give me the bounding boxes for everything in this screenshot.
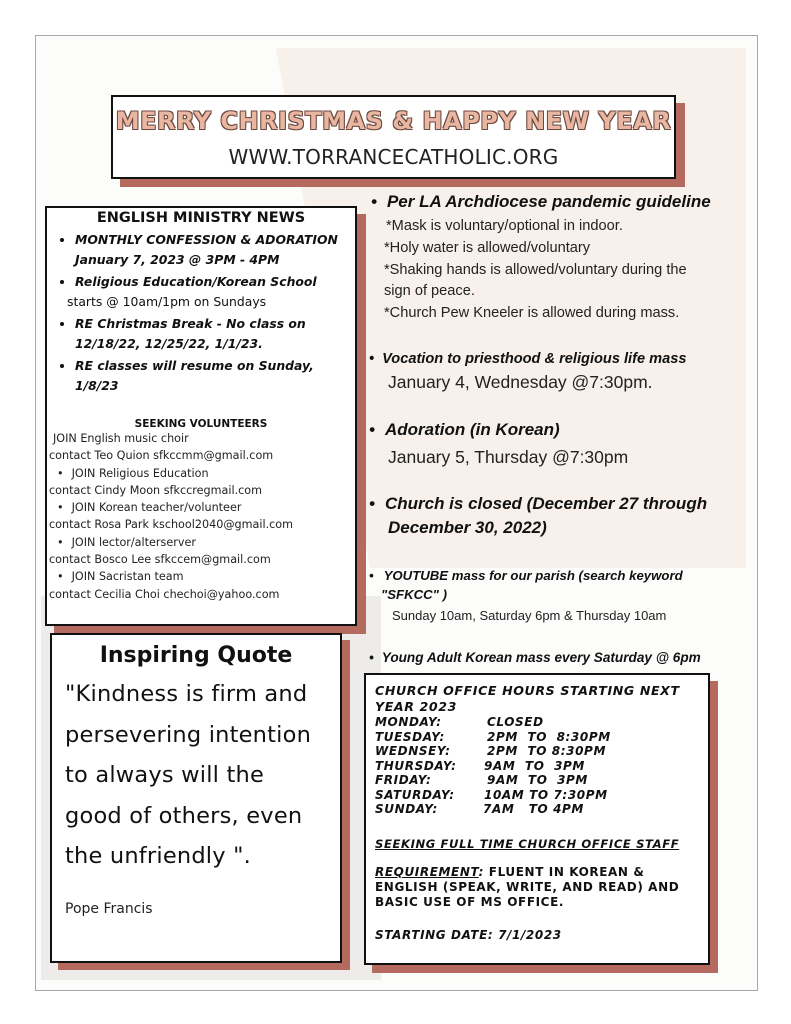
office-hours-row: WEDNSEY: 2PM TO 8:30PM bbox=[375, 744, 606, 758]
office-hours-row: TUESDAY: 2PM TO 8:30PM bbox=[375, 729, 611, 744]
volunteer-contact: contact Rosa Park kschool2040@gmail.com bbox=[49, 518, 294, 532]
volunteers-title: SEEKING VOLUNTEERS bbox=[134, 418, 268, 430]
office-title: CHURCH OFFICE HOURS STARTING NEXT YEAR 2023 bbox=[375, 683, 680, 714]
vocation-detail: January 4, Wednesday @7:30pm. bbox=[388, 372, 653, 392]
volunteer-contact: contact Bosco Lee sfkccem@gmail.com bbox=[49, 553, 271, 567]
vocation-section: • Vocation to priesthood & religious life mass January 4, Wednesday @7:30pm. bbox=[369, 351, 749, 393]
volunteer-join: • JOIN lector/alterserver bbox=[47, 534, 355, 551]
pandemic-heading: Per LA Archdiocese pandemic guideline bbox=[386, 192, 711, 211]
vocation-heading: Vocation to priesthood & religious life mass bbox=[382, 351, 687, 367]
header-title: MERRY CHRISTMAS & HAPPY NEW YEAR bbox=[115, 107, 672, 135]
adoration-detail: January 5, Thursday @7:30pm bbox=[388, 447, 629, 467]
starting-date: STARTING DATE: 7/1/2023 bbox=[375, 927, 562, 942]
seeking-staff-heading: SEEKING FULL TIME CHURCH OFFICE STAFF bbox=[375, 836, 680, 851]
quote-box bbox=[50, 633, 342, 963]
header-url[interactable]: WWW.TORRANCECATHOLIC.ORG bbox=[228, 145, 559, 169]
flyer-page bbox=[35, 35, 758, 991]
ministry-item: • MONTHLY CONFESSION & ADORATION January 7, 2023 @ 3PM - 4PM bbox=[75, 230, 355, 270]
office-hours-row: SUNDAY: 7AM TO 4PM bbox=[375, 802, 584, 816]
office-hours-box bbox=[364, 673, 710, 965]
youtube-section: • YOUTUBE mass for our parish (search keyword "SFKCC" ) Sunday 10am, Saturday 6pm & Thursday 10am bbox=[369, 566, 758, 623]
adoration-heading: Adoration (in Korean) bbox=[384, 420, 560, 439]
requirement-text: REQUIREMENT: FLUENT IN KOREAN & ENGLISH (SPEAK, WRITE, AND READ) AND BASIC USE OF MS OFFICE. bbox=[375, 864, 680, 909]
office-hours-row: SATURDAY: 10AM TO 7:30PM bbox=[375, 787, 608, 802]
youtube-detail: Sunday 10am, Saturday 6pm & Thursday 10am bbox=[392, 608, 667, 623]
quote-text: "Kindness is firm and persevering intention to always will the good of others, even the unfriendly ". bbox=[65, 681, 312, 869]
ministry-item: • RE Christmas Break - No class on 12/18/22, 12/25/22, 1/1/23. bbox=[75, 314, 355, 354]
volunteer-join: JOIN English music choir bbox=[53, 432, 189, 445]
adoration-section: • Adoration (in Korean) January 5, Thursday @7:30pm bbox=[369, 420, 749, 468]
english-ministry-title: ENGLISH MINISTRY NEWS bbox=[96, 210, 306, 226]
english-ministry-list bbox=[47, 230, 355, 396]
pandemic-section: • Per LA Archdiocese pandemic guideline *Mask is voluntary/optional in indoor. *Holy water is allowed/voluntary *Shaking hands is allowed/voluntary during the sign of peace. *Church Pew Kneeler is allowed during mass. bbox=[371, 192, 711, 322]
volunteer-contact: contact Cecilia Choi chechoi@yahoo.com bbox=[49, 587, 280, 601]
english-ministry-box bbox=[45, 206, 357, 626]
volunteer-contact: contact Teo Quion sfkccmm@gmail.com bbox=[49, 449, 274, 463]
ministry-item: • Religious Education/Korean School starts @ 10am/1pm on Sundays bbox=[75, 272, 355, 312]
volunteer-join: • JOIN Religious Education bbox=[47, 465, 355, 482]
volunteer-join: • JOIN Sacristan team bbox=[47, 568, 355, 585]
closed-section: • Church is closed (December 27 through December 30, 2022) bbox=[369, 494, 708, 537]
office-hours-row: FRIDAY: 9AM TO 3PM bbox=[375, 773, 588, 787]
volunteer-contact: contact Cindy Moon sfkccregmail.com bbox=[49, 483, 263, 497]
header-box bbox=[111, 95, 676, 179]
quote-title: Inspiring Quote bbox=[99, 643, 293, 668]
office-hours-row: THURSDAY: 9AM TO 3PM bbox=[375, 758, 585, 773]
volunteer-join: • JOIN Korean teacher/volunteer bbox=[47, 499, 355, 516]
quote-author: Pope Francis bbox=[65, 900, 153, 917]
ministry-item: • RE classes will resume on Sunday, 1/8/23 bbox=[75, 356, 355, 396]
young-adult-section: • Young Adult Korean mass every Saturday @ 6pm bbox=[369, 650, 701, 665]
office-hours-row: MONDAY: CLOSED bbox=[375, 715, 544, 729]
